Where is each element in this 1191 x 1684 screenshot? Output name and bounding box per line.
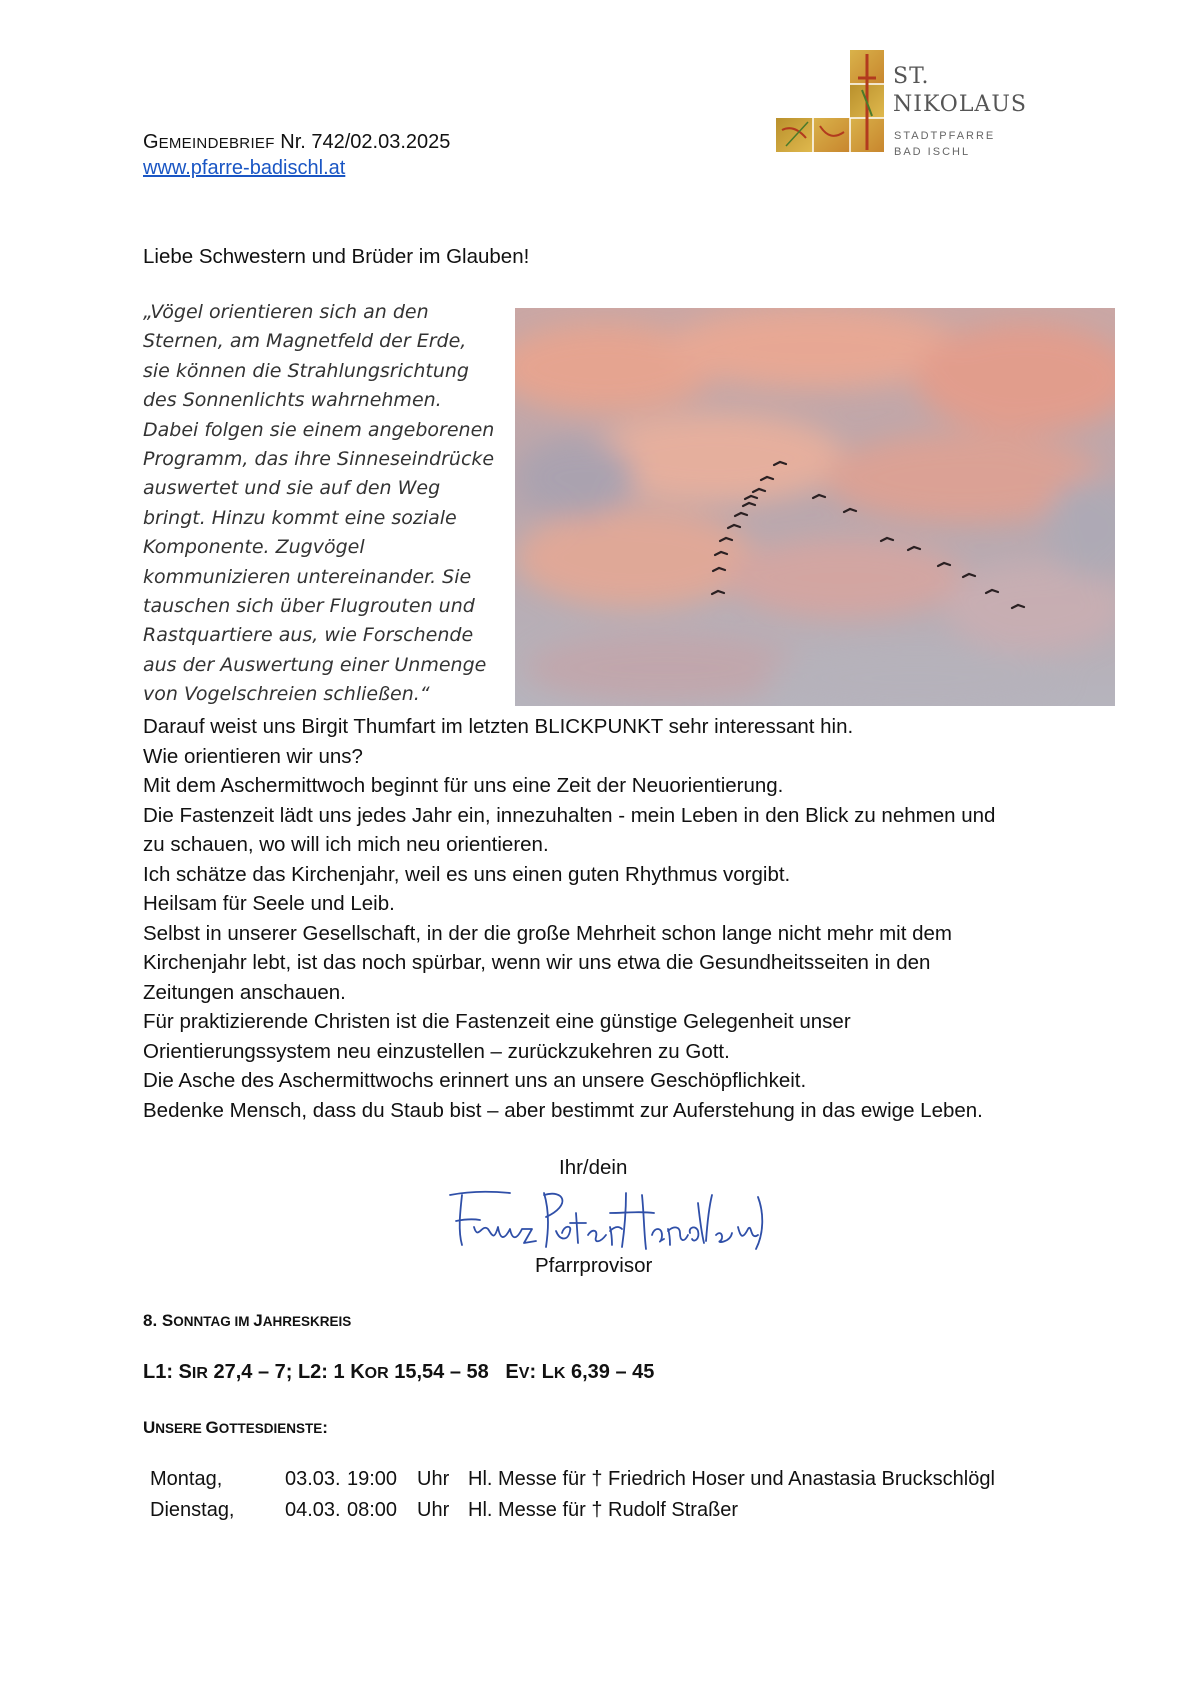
title-smallcaps: EMEINDEBRIEF (158, 135, 275, 152)
body-line: Selbst in unserer Gesellschaft, in der die große Mehrheit schon lange nicht mehr mit dem (143, 921, 952, 945)
service-uhr: Uhr (417, 1468, 450, 1490)
readings-part: K (553, 1365, 566, 1382)
logo-text-stadtpfarre: STADTPFARRE (894, 130, 996, 142)
logo-text-st: ST. (893, 64, 930, 89)
service-day: Montag, (150, 1468, 223, 1490)
service-description: Hl. Messe für † Rudolf Straßer (468, 1499, 739, 1521)
table-row (150, 1499, 995, 1530)
service-date: 04.03. (285, 1499, 341, 1521)
body-line: Ich schätze das Kirchenjahr, weil es uns einen guten Rhythmus vorgibt. (143, 862, 791, 886)
readings-part: 6,39 – 45 (565, 1361, 655, 1383)
heading-part: 8. S (143, 1311, 174, 1330)
quote-line: auswertet und sie auf den Weg (143, 477, 441, 500)
handwritten-signature (440, 1183, 770, 1255)
quote-line: des Sonnenlichts wahrnehmen. (143, 389, 442, 412)
readings-part: 27,4 – 7; L2: 1 K (207, 1361, 365, 1383)
sunday-heading (143, 1311, 351, 1331)
heading-part: J (253, 1311, 263, 1330)
greeting: Liebe Schwestern und Brüder im Glauben! (143, 245, 530, 268)
heading-part: U (143, 1418, 156, 1437)
quote-line: aus der Auswertung einer Unmenge (143, 653, 487, 676)
quote-line: Programm, das ihre Sinneseindrücke (143, 448, 495, 471)
body-line: Bedenke Mensch, dass du Staub bist – aber bestimmt zur Auferstehung in das ewige Leben. (143, 1098, 983, 1122)
body-line: Für praktizierende Christen ist die Fastenzeit eine günstige Gelegenheit unser (143, 1010, 851, 1033)
service-description: Hl. Messe für † Friedrich Hoser und Anastasia Bruckschlögl (468, 1468, 995, 1490)
signer-role: Pfarrprovisor (535, 1254, 653, 1277)
website-link[interactable]: www.pfarre-badischl.at (143, 157, 346, 179)
closing: Ihr/dein (559, 1156, 628, 1179)
quote-line: Dabei folgen sie einem angeborenen (143, 418, 495, 441)
title-cap: G (143, 131, 159, 153)
quote-line: Sternen, am Magnetfeld der Erde, (143, 330, 467, 353)
readings-part: OR (364, 1365, 389, 1382)
body-line: Kirchenjahr lebt, ist das noch spürbar, wenn wir uns etwa die Gesundheitsseiten in den (143, 951, 931, 974)
body-line: Orientierungssystem neu einzustellen – zurückzukehren zu Gott. (143, 1039, 730, 1063)
letter-body (143, 712, 1103, 1125)
body-line: Wie orientieren wir uns? (143, 744, 363, 768)
title-number-date: Nr. 742/02.03.2025 (274, 131, 451, 153)
quote-line: bringt. Hinzu kommt eine soziale (143, 506, 457, 529)
readings-line (143, 1361, 654, 1384)
quote-line: kommunizieren untereinander. Sie (143, 565, 472, 588)
readings-part: L1: S (143, 1361, 192, 1383)
readings-part: V (518, 1365, 530, 1382)
service-schedule (150, 1468, 995, 1530)
services-heading (143, 1418, 328, 1438)
quote-line: tauschen sich über Flugrouten und (143, 595, 475, 618)
readings-part: 15,54 – 58 E (388, 1361, 519, 1383)
logo-text-nikolaus: NIKOLAUS (893, 92, 1027, 117)
quote-line: von Vogelschreien schließen.“ (143, 683, 430, 706)
quote-line: Komponente. Zugvögel (143, 536, 365, 559)
readings-part: : L (529, 1361, 554, 1383)
heading-part: G (205, 1418, 219, 1437)
body-line: Heilsam für Seele und Leib. (143, 892, 395, 915)
sky-birds-photo (515, 308, 1115, 706)
table-row (150, 1468, 995, 1499)
body-line: Mit dem Aschermittwoch beginnt für uns eine Zeit der Neuorientierung. (143, 774, 784, 797)
heading-part: AHRESKREIS (262, 1314, 352, 1329)
heading-part: : (322, 1418, 328, 1437)
body-line: zu schauen, wo will ich mich neu orientieren. (143, 833, 549, 856)
letter-title (143, 131, 450, 154)
service-time: 19:00 (347, 1468, 398, 1490)
quote-block (143, 298, 503, 710)
quote-line: „Vögel orientieren sich an den (143, 301, 429, 323)
body-line: Zeitungen anschauen. (143, 980, 346, 1004)
logo-text-bad-ischl: BAD ISCHL (894, 146, 971, 158)
service-date: 03.03. (285, 1468, 341, 1490)
quote-line: Rastquartiere aus, wie Forschende (143, 624, 474, 647)
service-day: Dienstag, (150, 1499, 235, 1521)
service-uhr: Uhr (417, 1499, 450, 1521)
body-line: Die Fastenzeit lädt uns jedes Jahr ein, innezuhalten - mein Leben in den Blick zu nehmen und (143, 803, 996, 827)
body-line: Darauf weist uns Birgit Thumfart im letzten BLICKPUNKT sehr interessant hin. (143, 715, 854, 738)
heading-part: OTTESDIENSTE (218, 1421, 323, 1436)
heading-part: NSERE (155, 1421, 206, 1436)
body-line: Die Asche des Aschermittwochs erinnert uns an unsere Geschöpflichkeit. (143, 1069, 807, 1092)
service-time: 08:00 (347, 1499, 398, 1521)
heading-part: ONNTAG IM (173, 1314, 254, 1329)
quote-line: sie können die Strahlungsrichtung (143, 359, 469, 382)
readings-part: IR (191, 1365, 208, 1382)
